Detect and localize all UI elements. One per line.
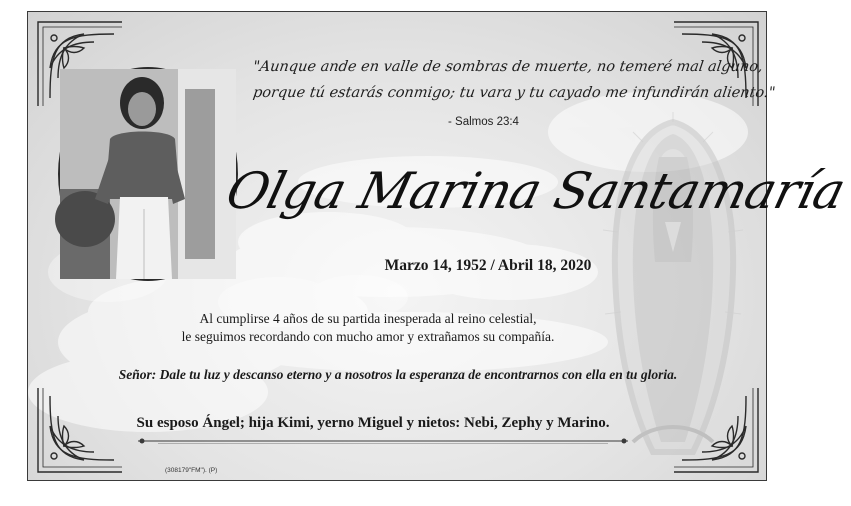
reference-code: (308179"FM"). (P) (165, 467, 218, 474)
message-line-1: Al cumplirse 4 años de su partida inesperada al reino celestial, (199, 311, 537, 326)
deceased-name: Olga Marina Santamaría (220, 162, 851, 220)
quote-source: - Salmos 23:4 (448, 116, 519, 128)
prayer-text: Señor: Dale tu luz y descanso eterno y a nosotros la esperanza de encontrarnos con ella en tu gloria. (118, 367, 678, 382)
remembrance-message (158, 310, 578, 346)
obituary-card (27, 11, 851, 481)
quote-line-2: porque tú estarás conmigo; tu vara y tu cayado me infundirán aliento." (251, 85, 777, 101)
message-line-2: le seguimos recordando con mucho amor y extrañamos su compañía. (181, 329, 555, 344)
quote-line-1: "Aunque ande en valle de sombras de muerte, no temeré mal alguno, (251, 59, 764, 75)
ornamental-divider (138, 436, 628, 446)
life-dates: Marzo 14, 1952 / Abril 18, 2020 (384, 257, 592, 274)
portrait-photo (58, 67, 238, 281)
bible-quote (251, 54, 777, 106)
family-names: Su esposo Ángel; hija Kimi, yerno Miguel y nietos: Nebi, Zephy y Marino. (136, 415, 610, 431)
